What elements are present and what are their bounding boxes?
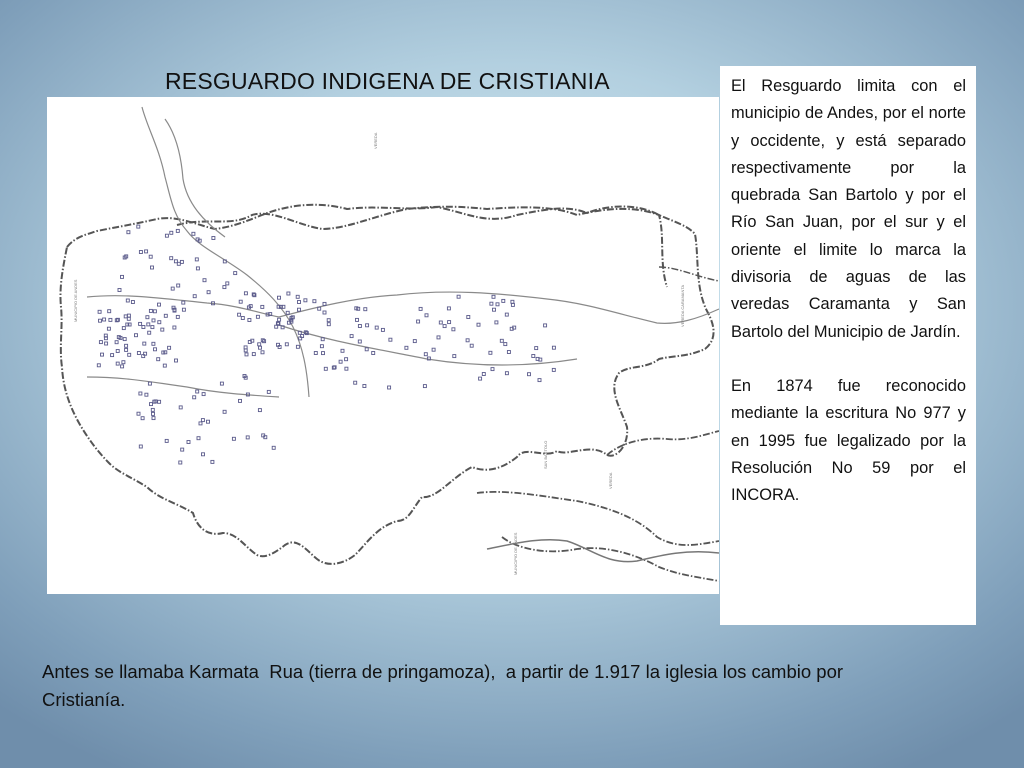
house-marker	[145, 250, 148, 253]
house-marker	[248, 341, 251, 344]
house-marker	[176, 315, 179, 318]
house-marker	[203, 279, 206, 282]
house-marker	[363, 385, 366, 388]
house-marker	[153, 310, 156, 313]
house-marker	[152, 342, 155, 345]
house-marker	[425, 314, 428, 317]
house-marker	[199, 422, 202, 425]
house-marker	[500, 339, 503, 342]
house-marker	[196, 267, 199, 270]
house-marker	[258, 343, 261, 346]
house-marker	[246, 436, 249, 439]
house-marker	[207, 420, 210, 423]
house-marker	[491, 368, 494, 371]
house-marker	[108, 310, 111, 313]
description-box	[720, 66, 976, 625]
house-marker	[490, 302, 493, 305]
house-marker	[419, 307, 422, 310]
resguardo-boundary	[60, 205, 713, 564]
house-marker	[466, 339, 469, 342]
house-marker	[511, 303, 514, 306]
house-marker	[147, 323, 150, 326]
house-marker	[182, 301, 185, 304]
house-marker	[424, 353, 427, 356]
house-marker	[248, 319, 251, 322]
house-marker	[448, 321, 451, 324]
house-marker	[127, 231, 130, 234]
house-marker	[193, 396, 196, 399]
house-marker	[211, 460, 214, 463]
house-marker	[532, 355, 535, 358]
description-paragraph-1: El Resguardo limita con el municipio de Andes, por el norte y occidente, y está separado respectivamente por la quebrada San Bartolo y por el Río San Juan, por el sur y el oriente el limite lo marca la divisoria de aguas de las veredas Caramanta y San Bartolo del Municipio de Jardín.	[731, 77, 966, 341]
house-marker	[234, 272, 237, 275]
house-marker	[245, 353, 248, 356]
house-marker	[504, 343, 507, 346]
house-marker	[123, 338, 126, 341]
house-marker	[417, 320, 420, 323]
house-marker	[127, 314, 130, 317]
svg-text:MUNICIPIO DE ANDES: MUNICIPIO DE ANDES	[513, 532, 518, 575]
house-marker	[181, 448, 184, 451]
history-caption: Antes se llamaba Karmata Rua (tierra de pringamoza), a partir de 1.917 la iglesia los cambio por Cristianía.	[42, 661, 849, 710]
house-marker	[154, 348, 157, 351]
house-marker	[457, 295, 460, 298]
house-marker	[179, 461, 182, 464]
house-marker	[207, 291, 210, 294]
slide-title: RESGUARDO INDIGENA DE CRISTIANIA	[165, 68, 610, 94]
house-marker	[116, 350, 119, 353]
house-marker	[170, 257, 173, 260]
house-marker	[350, 335, 353, 338]
house-marker	[320, 345, 323, 348]
house-marker	[544, 324, 547, 327]
house-marker	[264, 436, 267, 439]
house-marker	[439, 321, 442, 324]
house-marker	[151, 266, 154, 269]
house-marker	[467, 316, 470, 319]
house-marker	[192, 232, 195, 235]
house-marker	[158, 400, 161, 403]
house-marker	[99, 341, 102, 344]
house-marker	[164, 351, 167, 354]
house-marker	[158, 321, 161, 324]
house-marker	[372, 352, 375, 355]
house-marker	[198, 239, 201, 242]
house-marker	[122, 361, 125, 364]
house-marker	[158, 303, 161, 306]
svg-text:SAN BARTOLO: SAN BARTOLO	[543, 440, 548, 469]
house-marker	[173, 326, 176, 329]
house-marker	[356, 318, 359, 321]
house-marker	[157, 358, 160, 361]
house-marker	[127, 317, 130, 320]
house-marker	[298, 331, 301, 334]
house-marker	[405, 346, 408, 349]
house-marker	[272, 446, 275, 449]
house-marker	[137, 225, 140, 228]
house-marker	[345, 367, 348, 370]
house-marker	[126, 323, 129, 326]
house-marker	[489, 351, 492, 354]
house-marker	[552, 346, 555, 349]
house-marker	[285, 343, 288, 346]
house-marker	[261, 351, 264, 354]
house-marker	[145, 393, 148, 396]
house-marker	[223, 286, 226, 289]
house-marker	[375, 326, 378, 329]
house-marker	[107, 327, 110, 330]
house-marker	[196, 390, 199, 393]
house-marker	[492, 295, 495, 298]
house-marker	[479, 377, 482, 380]
house-marker	[327, 319, 330, 322]
house-marker	[202, 393, 205, 396]
house-marker	[244, 292, 247, 295]
house-marker	[323, 311, 326, 314]
house-marker	[139, 322, 142, 325]
house-marker	[197, 437, 200, 440]
house-marker	[345, 358, 348, 361]
house-marker	[137, 412, 140, 415]
house-marker	[447, 307, 450, 310]
house-marker	[381, 328, 384, 331]
house-marker	[364, 308, 367, 311]
house-marker	[511, 300, 514, 303]
house-marker	[111, 354, 114, 357]
house-marker	[437, 336, 440, 339]
house-marker	[97, 364, 100, 367]
house-marker	[141, 417, 144, 420]
house-marker	[287, 292, 290, 295]
house-marker	[493, 308, 496, 311]
house-marker	[101, 353, 104, 356]
house-marker	[148, 331, 151, 334]
house-marker	[170, 231, 173, 234]
house-marker	[121, 275, 124, 278]
house-marker	[296, 295, 299, 298]
house-marker	[477, 323, 480, 326]
house-marker	[324, 367, 327, 370]
house-marker	[137, 352, 140, 355]
house-marker	[176, 229, 179, 232]
house-marker	[149, 255, 152, 258]
house-marker	[423, 385, 426, 388]
house-marker	[165, 234, 168, 237]
house-marker	[187, 441, 190, 444]
house-marker	[413, 340, 416, 343]
house-marker	[298, 308, 301, 311]
house-marker	[239, 300, 242, 303]
house-marker	[304, 299, 307, 302]
house-marker	[177, 262, 180, 265]
house-marker	[244, 349, 247, 352]
house-marker	[212, 237, 215, 240]
house-marker	[314, 352, 317, 355]
svg-text:VEREDA: VEREDA	[373, 132, 378, 149]
house-marker	[482, 373, 485, 376]
house-marker	[168, 346, 171, 349]
house-marker	[354, 381, 357, 384]
house-marker	[151, 408, 154, 411]
house-marker	[388, 386, 391, 389]
house-marker	[432, 348, 435, 351]
house-marker	[124, 315, 127, 318]
house-marker	[327, 323, 330, 326]
house-marker	[152, 319, 155, 322]
house-marker	[252, 353, 255, 356]
house-marker	[223, 410, 226, 413]
house-marker	[139, 392, 142, 395]
house-marker	[389, 338, 392, 341]
house-marker	[163, 364, 166, 367]
house-marker	[148, 382, 151, 385]
house-marker	[125, 348, 128, 351]
house-marker	[171, 287, 174, 290]
house-marker	[505, 313, 508, 316]
house-marker	[161, 328, 164, 331]
house-marker	[278, 296, 281, 299]
house-marker	[146, 316, 149, 319]
house-marker	[135, 334, 138, 337]
house-marker	[193, 295, 196, 298]
house-marker	[165, 439, 168, 442]
house-marker	[366, 324, 369, 327]
house-marker	[109, 318, 112, 321]
resguardo-map	[47, 97, 719, 594]
house-marker	[149, 309, 152, 312]
house-marker	[505, 372, 508, 375]
house-marker	[128, 353, 131, 356]
house-marker	[258, 409, 261, 412]
house-marker	[125, 344, 128, 347]
house-marker	[239, 399, 242, 402]
house-marker	[256, 315, 259, 318]
house-marker	[538, 379, 541, 382]
house-marker	[143, 342, 146, 345]
house-marker	[116, 362, 119, 365]
house-marker	[179, 406, 182, 409]
house-marker	[195, 258, 198, 261]
house-marker	[99, 319, 102, 322]
house-marker	[443, 325, 446, 328]
house-marker	[339, 360, 342, 363]
house-marker	[220, 382, 223, 385]
house-marker	[121, 365, 124, 368]
house-marker	[275, 325, 278, 328]
house-marker	[552, 368, 555, 371]
house-marker	[118, 289, 121, 292]
house-marker	[122, 327, 125, 330]
house-marker	[98, 310, 101, 313]
house-marker	[358, 340, 361, 343]
house-marker	[103, 318, 106, 321]
house-marker	[495, 321, 498, 324]
house-marker	[453, 355, 456, 358]
house-marker	[267, 390, 270, 393]
house-marker	[126, 299, 129, 302]
house-marker	[232, 437, 235, 440]
house-marker	[528, 373, 531, 376]
house-marker	[278, 318, 281, 321]
house-marker	[358, 325, 361, 328]
house-marker	[241, 317, 244, 320]
svg-text:MUNICIPIO DE ANDES: MUNICIPIO DE ANDES	[73, 279, 78, 322]
house-marker	[226, 282, 229, 285]
house-marker	[470, 344, 473, 347]
house-marker	[180, 260, 183, 263]
house-marker	[152, 412, 155, 415]
house-marker	[201, 419, 204, 422]
house-marker	[507, 351, 510, 354]
house-marker	[322, 352, 325, 355]
house-marker	[139, 251, 142, 254]
svg-text:VEREDA CARAMANTA: VEREDA CARAMANTA	[680, 284, 685, 327]
description-paragraph-2: En 1874 fue reconocido mediante la escritura No 977 y en 1995 fue legalizado por la Resolución No 59 por el INCORA.	[731, 376, 966, 505]
house-marker	[115, 341, 118, 344]
house-marker	[142, 326, 145, 329]
house-marker	[365, 348, 368, 351]
house-marker	[535, 347, 538, 350]
house-marker	[261, 305, 264, 308]
house-marker	[150, 403, 153, 406]
svg-text:VEREDA: VEREDA	[608, 472, 613, 489]
house-marker	[182, 308, 185, 311]
house-marker	[452, 328, 455, 331]
house-marker	[281, 326, 284, 329]
house-marker	[259, 346, 262, 349]
house-marker	[131, 301, 134, 304]
house-marker	[496, 303, 499, 306]
house-marker	[177, 284, 180, 287]
house-marker	[341, 349, 344, 352]
house-marker	[298, 301, 301, 304]
house-marker	[139, 445, 142, 448]
house-marker	[202, 453, 205, 456]
house-marker	[238, 313, 241, 316]
house-marker	[164, 314, 167, 317]
house-marker	[313, 300, 316, 303]
house-marker	[175, 359, 178, 362]
house-marker	[286, 311, 289, 314]
house-marker	[151, 326, 154, 329]
house-marker	[244, 346, 247, 349]
house-marker	[152, 417, 155, 420]
house-marker	[105, 342, 108, 345]
house-marker	[502, 299, 505, 302]
house-marker	[296, 345, 299, 348]
